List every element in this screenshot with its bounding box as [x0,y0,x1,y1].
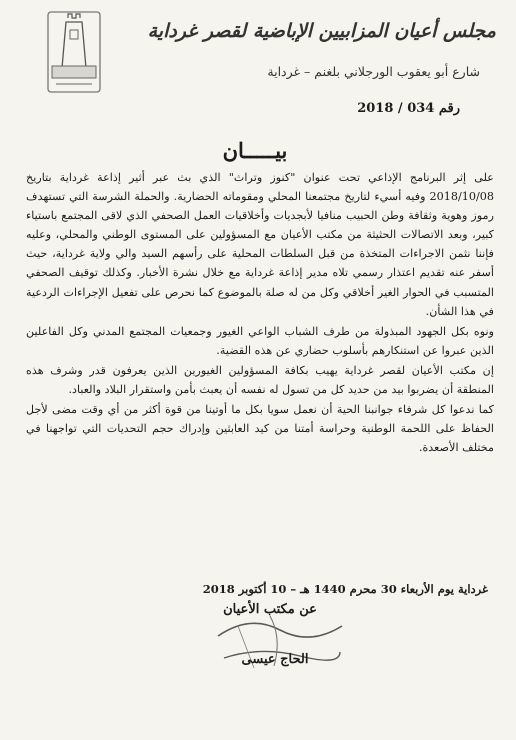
ghardaia-minaret-logo-icon [34,10,114,96]
signature-name: الحاج عيسى [241,652,309,667]
document-heading: بيـــــان [222,138,288,163]
paragraph-3: إن مكتب الأعيان لقصر غرداية يهيب بكافة المسؤولين الغيورين الذين يعرفون قدر وشرف هذه المنطقة أن يضربوا بيد من حديد كل من تسول له نفسه أن يعبث بأمن واستقرار البلاد والعباد. [26,363,494,397]
statement-body [26,168,494,458]
paragraph-1: على إثر البرنامج الإذاعي تحت عنوان "كنوز وتراث" الذي بث عبر أثير إذاعة غرداية بتاريخ 2018/10/08 وفيه أسيء لتاريخ مجتمعنا المحلي ومقوماته الحضارية. والحملة الشرسة التي تستهدف رموز وهوية وثقافة وطن الحبيب منافيا لأبجديات وأخلاقيات العمل الصحفي الذي لاقى المجتمع باستياء كبير، وبعد الاتصالات الحثيثة من مكتب الأعيان مع المسؤولين على المستوى الوطني والمحلي، وعليه فإننا نثمن الاجراءات المتخذة من قبل السلطات المحلية على رأسهم السيد والي ولاية غرداية، حيث أسفر عنه تقديم اعتذار رسمي تلاه مدير إذاعة غرداية مع خلال نشرة الأخبار. وكذلك توقيف الصحفي المتسبب في الحوار الغير أخلاقي وكل من له صلة بالموضوع كما نحرص على تفعيل الإجراءات الردعية في هذا الشأن. [26,171,494,318]
reference-number: رقم 034 / 2018 [357,101,460,116]
date-line: غرداية يوم الأربعاء 30 محرم 1440 هـ – 10 أكتوبر 2018 [202,582,488,596]
organization-address: شارع أبو يعقوب الورجلاني بلغنم – غرداية [267,64,480,79]
organization-title: مجلس أعيان المزابيين الإباضية لقصر غرداية [147,20,496,42]
paragraph-2: ونوه بكل الجهود المبذولة من طرف الشباب الواعي الغيور وجمعيات المجتمع المدني وكل الفاعلين الذين عبروا عن استنكارهم بأسلوب حضاري عن هذه القضية. [26,324,494,357]
signature-office: عن مكتب الأعيان [223,602,317,617]
paragraph-4: كما ندعوا كل شرفاء جوانبنا الحية أن نعمل سويا بكل ما أوتينا من قوة أكثر من أي وقت مضى لأجل الحفاظ على اللحمة الوطنية وحراسة أمتنا من كيد العابثين وإدراك حجم التحديات التي تواجهنا في مختلف الأصعدة. [26,403,494,455]
